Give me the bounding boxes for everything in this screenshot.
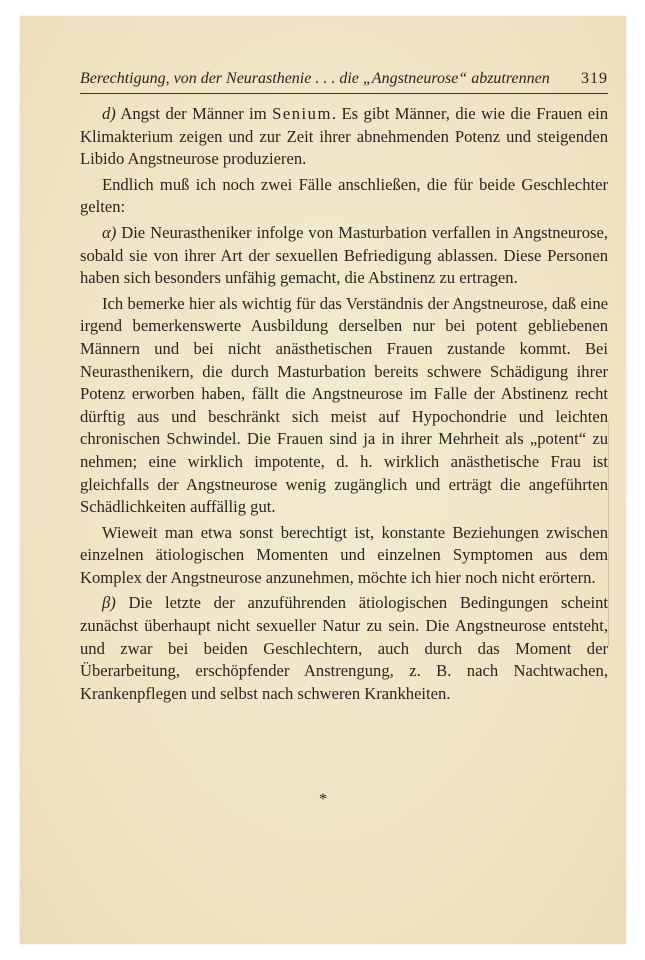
running-head-title: Berechtigung, von der Neurasthenie . . . die „Angstneurose“ abzutrennen bbox=[80, 70, 550, 87]
paragraph-alpha bbox=[80, 222, 608, 290]
paragraph-emphasis: Senium bbox=[272, 104, 332, 123]
paragraph-relations: Wieweit man etwa sonst berechtigt ist, konstante Beziehungen zwischen einzelnen ätiologischen Momenten und einzelnen Symptomen aus dem Komplex der Angstneurose anzunehmen, möchte ich hier noch nicht erörtern. bbox=[80, 522, 608, 587]
section-break: * bbox=[319, 791, 327, 808]
paragraph-label: β) bbox=[102, 593, 116, 613]
paragraph-beta bbox=[80, 592, 608, 705]
page-number: 319 bbox=[581, 70, 608, 87]
paragraph-text: . Es gibt Männer, die wie die Frauen ein Klimakterium zeigen und zur Zeit ihrer abnehmenden Potenz und steigenden Libido Angstneurose produzieren. bbox=[80, 104, 609, 169]
paragraph-remark: Ich bemerke hier als wichtig für das Verständnis der Angstneurose, daß eine irgend bemerkenswerte Ausbildung derselben nur bei potent gebliebenen Männern und bei nicht anästhetischen Frauen zustande kommt. Bei Neurasthenikern, die durch Masturbation bereits schwere Schädigung ihrer Potenz erworben haben, fällt die Angstneurose im Falle der Abstinenz recht dürftig aus und beschränkt sich meist auf Hypochondrie und leichten chronischen Schwindel. Die Frauen sind ja in ihrer Mehrheit als „potent“ zu nehmen; eine wirklich impotente, d. h. wirklich anästhetische Frau ist gleichfalls der Angstneurose wenig zugänglich und erträgt die angeführten Schädlichkeiten auffällig gut. bbox=[80, 293, 608, 517]
paragraph-text: Angst der Männer im bbox=[115, 104, 273, 123]
header-rule bbox=[80, 93, 608, 94]
running-head bbox=[80, 70, 608, 88]
paragraph-label: d) bbox=[102, 104, 116, 123]
paragraph-senium bbox=[80, 103, 608, 171]
paragraph-text: Die Neurastheniker infolge von Masturbation verfallen in Angstneurose, sobald sie von ihrer Art der sexuellen Befriedigung ablassen. Diese Personen haben sich besonders unfähig gemacht, die Abstinenz zu ertragen. bbox=[80, 222, 608, 288]
page-body bbox=[80, 103, 608, 705]
margin-mark bbox=[608, 421, 609, 646]
paragraph-label: α) bbox=[102, 222, 117, 242]
paragraph-both-sexes: Endlich muß ich noch zwei Fälle anschließen, die für beide Geschlechter gelten: bbox=[80, 174, 608, 217]
paragraph-text: Die letzte der anzuführenden ätiologischen Bedingungen scheint zunächst überhaupt nicht sexueller Natur zu sein. Die Angstneurose entsteht, und zwar bei beiden Geschlechtern, auch durch das Moment der Überarbeitung, erschöpfender Anstrengung, z. B. nach Nachtwachen, Krankenpflegen und selbst nach schweren Krankheiten. bbox=[80, 593, 608, 703]
book-page bbox=[20, 16, 626, 944]
